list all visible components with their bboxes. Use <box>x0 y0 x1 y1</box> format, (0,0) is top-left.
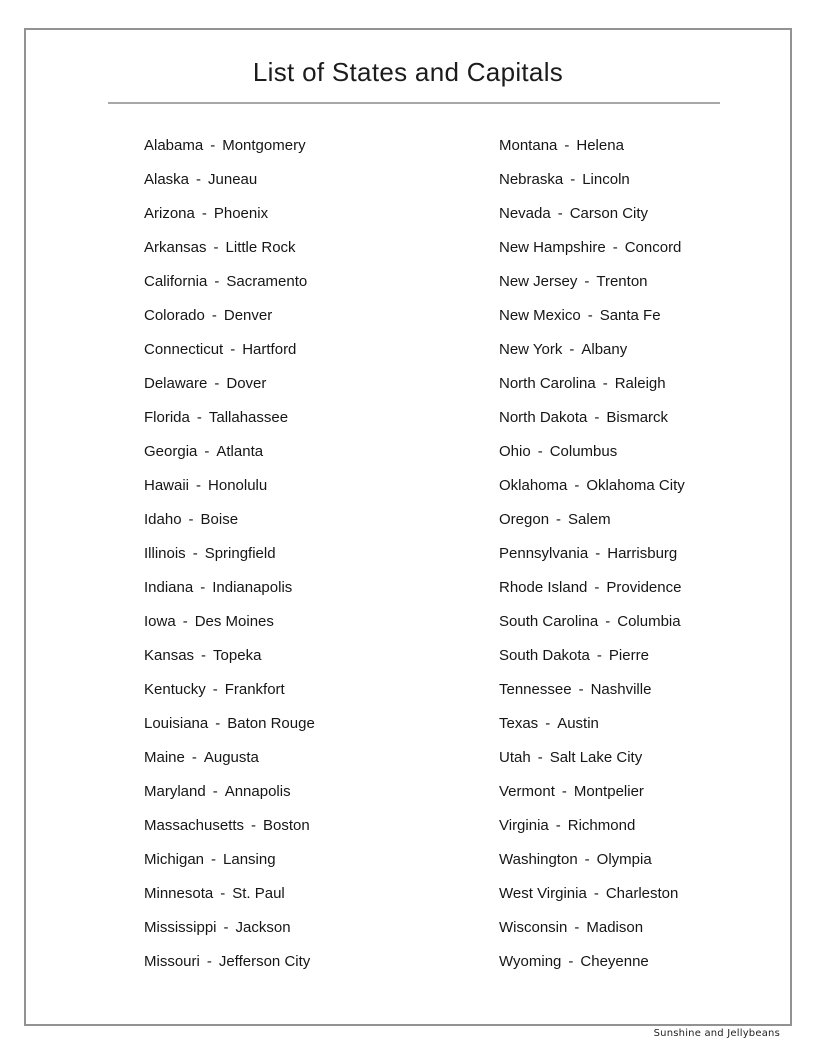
state-name: Texas <box>499 715 539 732</box>
separator: - <box>587 307 593 324</box>
separator: - <box>594 409 600 426</box>
capital-name: Frankfort <box>224 681 285 698</box>
capital-name: Indianapolis <box>212 579 293 596</box>
capital-name: Honolulu <box>208 477 268 494</box>
separator: - <box>537 749 543 766</box>
capital-name: Lansing <box>223 851 276 868</box>
separator: - <box>564 137 570 154</box>
list-item <box>144 333 315 367</box>
separator: - <box>569 341 575 358</box>
state-name: Missouri <box>144 953 200 970</box>
capital-name: Sacramento <box>226 273 308 290</box>
state-name: Oregon <box>499 511 550 528</box>
state-name: Oklahoma <box>499 477 568 494</box>
separator: - <box>192 545 198 562</box>
list-item <box>144 299 315 333</box>
separator: - <box>595 545 601 562</box>
list-item <box>144 843 315 877</box>
state-name: Kentucky <box>144 681 206 698</box>
separator: - <box>584 273 590 290</box>
list-item <box>499 401 685 435</box>
list-item <box>499 333 685 367</box>
separator: - <box>568 953 574 970</box>
capital-name: Baton Rouge <box>227 715 315 732</box>
state-name: New Hampshire <box>499 239 606 256</box>
separator: - <box>555 817 561 834</box>
list-item <box>144 911 315 945</box>
list-item <box>144 231 315 265</box>
capital-name: Dover <box>226 375 267 392</box>
state-name: Arkansas <box>144 239 207 256</box>
list-item <box>144 469 315 503</box>
state-name: Maine <box>144 749 185 766</box>
capital-name: Charleston <box>605 885 679 902</box>
separator: - <box>211 307 217 324</box>
separator: - <box>215 715 221 732</box>
list-item <box>144 775 315 809</box>
capital-name: Boston <box>263 817 310 834</box>
list-item <box>144 741 315 775</box>
capital-name: Tallahassee <box>208 409 289 426</box>
list-item <box>499 469 685 503</box>
list-item <box>499 945 685 979</box>
capital-name: Des Moines <box>194 613 274 630</box>
separator: - <box>556 511 562 528</box>
state-name: Washington <box>499 851 578 868</box>
separator: - <box>557 205 563 222</box>
title-divider <box>108 102 720 104</box>
list-item <box>499 231 685 265</box>
separator: - <box>561 783 567 800</box>
state-name: Michigan <box>144 851 205 868</box>
capital-name: Columbus <box>549 443 618 460</box>
list-item <box>144 537 315 571</box>
state-name: Minnesota <box>144 885 214 902</box>
capital-name: Bismarck <box>606 409 669 426</box>
separator: - <box>602 375 608 392</box>
separator: - <box>594 579 600 596</box>
separator: - <box>578 681 584 698</box>
capital-name: Montpelier <box>573 783 644 800</box>
list-item <box>499 639 685 673</box>
list-item <box>144 503 315 537</box>
page-border <box>24 28 792 1026</box>
states-column-left <box>144 129 315 979</box>
state-name: Hawaii <box>144 477 190 494</box>
list-item <box>144 265 315 299</box>
capital-name: Carson City <box>569 205 649 222</box>
separator: - <box>182 613 188 630</box>
separator: - <box>210 137 216 154</box>
state-name: Kansas <box>144 647 195 664</box>
state-name: Indiana <box>144 579 194 596</box>
separator: - <box>200 579 206 596</box>
capital-name: Nashville <box>590 681 652 698</box>
list-item <box>144 197 315 231</box>
capital-name: Harrisburg <box>607 545 678 562</box>
separator: - <box>545 715 551 732</box>
separator: - <box>612 239 618 256</box>
state-name: West Virginia <box>499 885 587 902</box>
list-item <box>499 163 685 197</box>
separator: - <box>584 851 590 868</box>
state-name: Colorado <box>144 307 205 324</box>
state-name: North Carolina <box>499 375 596 392</box>
state-name: Illinois <box>144 545 186 562</box>
list-item <box>499 265 685 299</box>
separator: - <box>251 817 257 834</box>
list-item <box>499 129 685 163</box>
state-name: North Dakota <box>499 409 588 426</box>
list-item <box>144 673 315 707</box>
list-item <box>144 605 315 639</box>
list-item <box>144 129 315 163</box>
capital-name: Providence <box>606 579 682 596</box>
list-item <box>144 163 315 197</box>
state-name: Alaska <box>144 171 190 188</box>
capital-name: Annapolis <box>224 783 291 800</box>
footer-credit: Sunshine and Jellybeans <box>653 1028 780 1039</box>
separator: - <box>214 375 220 392</box>
state-name: South Carolina <box>499 613 599 630</box>
state-name: Rhode Island <box>499 579 588 596</box>
list-item <box>499 605 685 639</box>
capital-name: Pierre <box>608 647 649 664</box>
list-item <box>499 435 685 469</box>
separator: - <box>212 783 218 800</box>
state-name: Maryland <box>144 783 206 800</box>
separator: - <box>596 647 602 664</box>
state-name: Idaho <box>144 511 182 528</box>
capital-name: Oklahoma City <box>586 477 685 494</box>
state-name: Florida <box>144 409 190 426</box>
separator: - <box>593 885 599 902</box>
list-item <box>144 639 315 673</box>
separator: - <box>204 443 210 460</box>
state-name: Montana <box>499 137 558 154</box>
capital-name: Salem <box>568 511 611 528</box>
list-item <box>499 809 685 843</box>
capital-name: Olympia <box>596 851 652 868</box>
capital-name: Jackson <box>235 919 291 936</box>
separator: - <box>574 477 580 494</box>
capital-name: Denver <box>223 307 273 324</box>
state-name: Virginia <box>499 817 549 834</box>
separator: - <box>201 205 207 222</box>
separator: - <box>196 171 202 188</box>
state-name: Massachusetts <box>144 817 245 834</box>
state-name: Nebraska <box>499 171 564 188</box>
list-item <box>499 367 685 401</box>
list-item <box>499 197 685 231</box>
state-name: New Jersey <box>499 273 578 290</box>
state-name: Iowa <box>144 613 176 630</box>
separator: - <box>206 953 212 970</box>
list-item <box>499 299 685 333</box>
capital-name: Phoenix <box>213 205 269 222</box>
list-item <box>499 741 685 775</box>
state-name: Tennessee <box>499 681 572 698</box>
separator: - <box>605 613 611 630</box>
states-column-right <box>499 129 685 979</box>
capital-name: Concord <box>624 239 682 256</box>
separator: - <box>212 681 218 698</box>
state-name: New Mexico <box>499 307 581 324</box>
separator: - <box>214 273 220 290</box>
list-item <box>499 673 685 707</box>
list-item <box>144 367 315 401</box>
separator: - <box>188 511 194 528</box>
capital-name: Madison <box>586 919 644 936</box>
separator: - <box>570 171 576 188</box>
capital-name: Austin <box>557 715 599 732</box>
capital-name: Augusta <box>203 749 259 766</box>
list-item <box>499 843 685 877</box>
state-name: Pennsylvania <box>499 545 589 562</box>
capital-name: Trenton <box>596 273 648 290</box>
capital-name: Little Rock <box>225 239 296 256</box>
separator: - <box>196 409 202 426</box>
capital-name: Helena <box>576 137 624 154</box>
state-name: Arizona <box>144 205 195 222</box>
state-name: Georgia <box>144 443 198 460</box>
capital-name: Topeka <box>213 647 262 664</box>
list-item <box>499 537 685 571</box>
state-name: New York <box>499 341 563 358</box>
state-name: Vermont <box>499 783 555 800</box>
state-name: Delaware <box>144 375 208 392</box>
separator: - <box>191 749 197 766</box>
state-name: Nevada <box>499 205 551 222</box>
list-item <box>499 775 685 809</box>
state-name: Louisiana <box>144 715 209 732</box>
list-item <box>144 945 315 979</box>
capital-name: Cheyenne <box>580 953 649 970</box>
capital-name: Hartford <box>242 341 297 358</box>
list-item <box>144 707 315 741</box>
capital-name: Albany <box>581 341 628 358</box>
state-name: Wyoming <box>499 953 562 970</box>
capital-name: Santa Fe <box>599 307 661 324</box>
list-item <box>499 877 685 911</box>
separator: - <box>201 647 207 664</box>
list-item <box>499 503 685 537</box>
separator: - <box>223 919 229 936</box>
capital-name: Raleigh <box>614 375 666 392</box>
list-item <box>144 809 315 843</box>
list-item <box>144 401 315 435</box>
separator: - <box>230 341 236 358</box>
capital-name: Columbia <box>617 613 681 630</box>
list-item <box>144 571 315 605</box>
state-name: Ohio <box>499 443 531 460</box>
state-name: California <box>144 273 208 290</box>
capital-name: Jefferson City <box>218 953 311 970</box>
separator: - <box>537 443 543 460</box>
capital-name: Boise <box>200 511 239 528</box>
separator: - <box>220 885 226 902</box>
capital-name: Richmond <box>567 817 636 834</box>
separator: - <box>574 919 580 936</box>
capital-name: Juneau <box>208 171 258 188</box>
capital-name: St. Paul <box>232 885 285 902</box>
state-name: Utah <box>499 749 531 766</box>
list-item <box>499 707 685 741</box>
capital-name: Montgomery <box>222 137 306 154</box>
state-name: Connecticut <box>144 341 224 358</box>
capital-name: Springfield <box>204 545 276 562</box>
state-name: Alabama <box>144 137 204 154</box>
page-title: List of States and Capitals <box>252 57 564 87</box>
list-item <box>144 435 315 469</box>
separator: - <box>211 851 217 868</box>
state-name: Wisconsin <box>499 919 568 936</box>
capital-name: Salt Lake City <box>549 749 643 766</box>
list-item <box>499 911 685 945</box>
state-name: South Dakota <box>499 647 590 664</box>
capital-name: Lincoln <box>582 171 630 188</box>
state-name: Mississippi <box>144 919 217 936</box>
capital-name: Atlanta <box>216 443 264 460</box>
list-item <box>499 571 685 605</box>
list-item <box>144 877 315 911</box>
separator: - <box>196 477 202 494</box>
separator: - <box>213 239 219 256</box>
